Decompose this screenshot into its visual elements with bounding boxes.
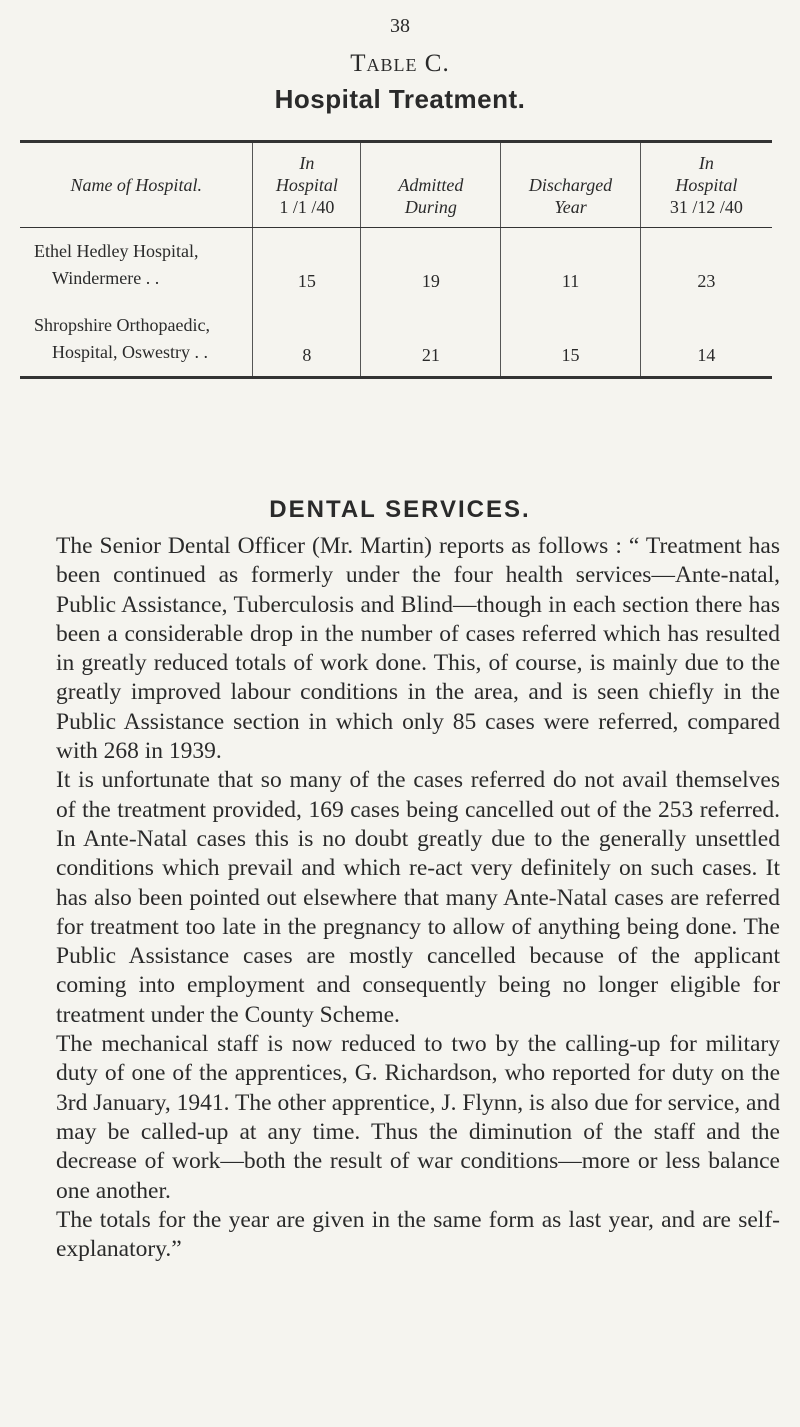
- hospital-name: Shropshire Orthopaedic, Hospital, Oswestry . .: [20, 302, 253, 378]
- table-caption: Table C.: [350, 50, 450, 77]
- admitted-value: 21: [361, 302, 501, 378]
- header-in-hospital-start: In Hospital 1 /1 /40: [253, 142, 361, 228]
- in-hospital-start-value: 8: [253, 302, 361, 378]
- admitted-value: 19: [361, 228, 501, 303]
- in-hospital-start-value: 15: [253, 228, 361, 303]
- discharged-value: 15: [501, 302, 640, 378]
- dental-services-heading: DENTAL SERVICES.: [269, 496, 531, 523]
- header-in-hospital-end: In Hospital 31 /12 /40: [640, 142, 772, 228]
- page-number: 38: [390, 15, 410, 37]
- discharged-value: 11: [501, 228, 640, 303]
- header-name: Name of Hospital.: [20, 142, 253, 228]
- in-hospital-end-value: 23: [697, 271, 716, 291]
- dental-report-text: [56, 532, 780, 1264]
- hospital-treatment-table: [20, 140, 772, 379]
- paragraph: The Senior Dental Officer (Mr. Martin) reports as follows : “ Treatment has been continued as formerly under the four health services—Ante-natal, Public Assistance, Tuberculosis and Blind—though in each section there has been a considerable drop in the number of cases referred which has resulted in greatly reduced totals of work done. This, of course, is mainly due to the greatly improved labour conditions in the area, and is seen chiefly in the Public Assistance section in which only 85 cases were referred, compared with 268 in 1939.: [56, 533, 780, 765]
- paragraph: It is unfortunate that so many of the cases referred do not avail themselves of the treatment provided, 169 cases being cancelled out of the 253 referred. In Ante-Natal cases this is no doubt greatly due to the generally unsettled conditions which prevail and which re-act very definitely on such cases. It has also been pointed out elsewhere that many Ante-Natal cases are referred for treatment too late in the pregnancy to allow of anything being done. The Public Assistance cases are mostly cancelled because of the applicant coming into employment and consequently being no longer eligible for treatment under the County Scheme.: [56, 767, 780, 1028]
- table-subtitle: Hospital Treatment.: [274, 84, 526, 114]
- in-hospital-end-value: 14: [697, 345, 716, 365]
- hospital-name: Ethel Hedley Hospital, Windermere . .: [20, 228, 253, 303]
- paragraph: The mechanical staff is now reduced to two by the calling-up for military duty of one of the apprentices, G. Richardson, who reported for duty on the 3rd January, 1941. The other apprentice, J. Flynn, is also due for service, and may be called-up at any time. Thus the diminution of the staff and the decrease of work—both the result of war conditions—more or less balance one another.: [56, 1031, 780, 1204]
- table-row: [20, 228, 772, 303]
- table-row: [20, 302, 772, 378]
- paragraph: The totals for the year are given in the same form as last year, and are self-explanatory.”: [56, 1206, 780, 1263]
- table-header-row: [20, 142, 772, 228]
- header-admitted: Admitted During: [361, 142, 501, 228]
- header-discharged: Discharged Year: [501, 142, 640, 228]
